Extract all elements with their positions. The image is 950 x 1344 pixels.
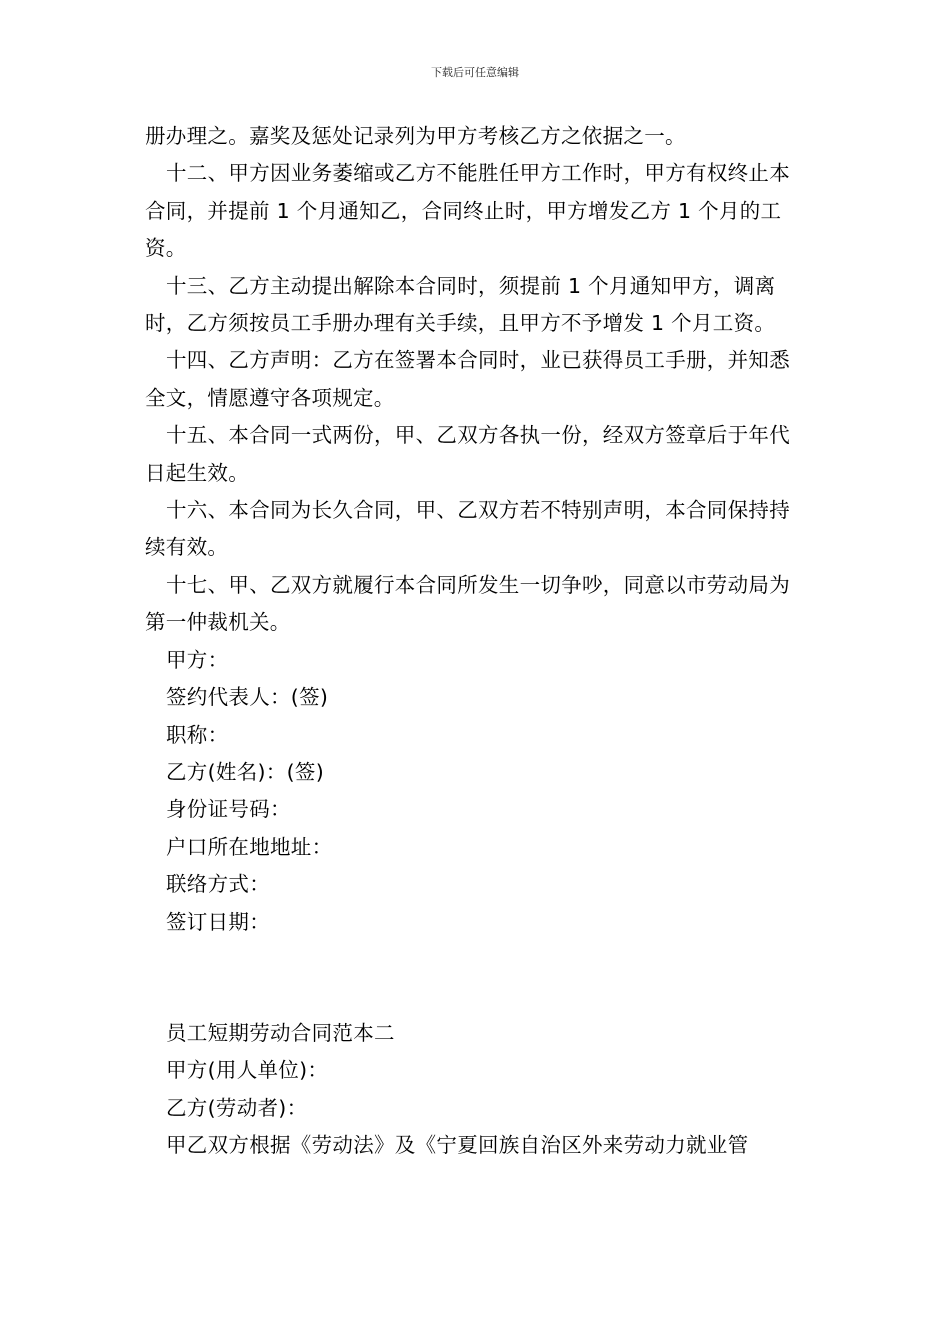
paragraph-continuation: 册办理之。嘉奖及惩处记录列为甲方考核乙方之依据之一。	[145, 124, 686, 148]
signing-date-field: 签订日期：	[166, 909, 270, 934]
clause-14: 十四、乙方声明：乙方在签署本合同时，业已获得员工手册，并知悉全文，情愿遵守各项规定。	[145, 348, 790, 410]
spacer	[145, 941, 810, 1015]
household-address-field: 户口所在地地址：	[166, 834, 333, 859]
second-party-a-field: 甲方(用人单位)：	[166, 1058, 329, 1083]
signature-block	[145, 642, 810, 941]
page-header: 下载后可任意编辑	[431, 66, 519, 79]
representative-field: 签约代表人：(签)	[166, 685, 329, 710]
clause-12: 十二、甲方因业务萎缩或乙方不能胜任甲方工作时，甲方有权终止本合同，并提前 1 个月通知乙，合同终止时，甲方增发乙方 1 个月的工资。	[145, 161, 790, 261]
second-party-b-field: 乙方(劳动者)：	[166, 1095, 308, 1120]
job-title-field: 职称：	[166, 722, 229, 747]
party-b-name-field: 乙方(姓名)：(签)	[166, 759, 324, 784]
second-contract-title: 员工短期劳动合同范本二	[166, 1020, 395, 1045]
document-body	[145, 118, 810, 1165]
clause-15: 十五、本合同一式两份，甲、乙双方各执一份，经双方签章后于年代日起生效。	[145, 423, 790, 485]
id-number-field: 身份证号码：	[166, 797, 291, 822]
second-contract-section	[145, 1015, 810, 1165]
party-a-field: 甲方：	[166, 647, 229, 672]
clause-17: 十七、甲、乙双方就履行本合同所发生一切争吵，同意以市劳动局为第一仲裁机关。	[145, 572, 790, 635]
clause-13: 十三、乙方主动提出解除本合同时，须提前 1 个月通知甲方，调离时，乙方须按员工手册办理有关手续，且甲方不予增发 1 个月工资。	[145, 273, 776, 336]
clause-16: 十六、本合同为长久合同，甲、乙双方若不特别声明，本合同保持持续有效。	[145, 498, 790, 560]
second-contract-intro: 甲乙双方根据《劳动法》及《宁夏回族自治区外来劳动力就业管	[166, 1133, 749, 1158]
contact-field: 联络方式：	[166, 872, 270, 897]
